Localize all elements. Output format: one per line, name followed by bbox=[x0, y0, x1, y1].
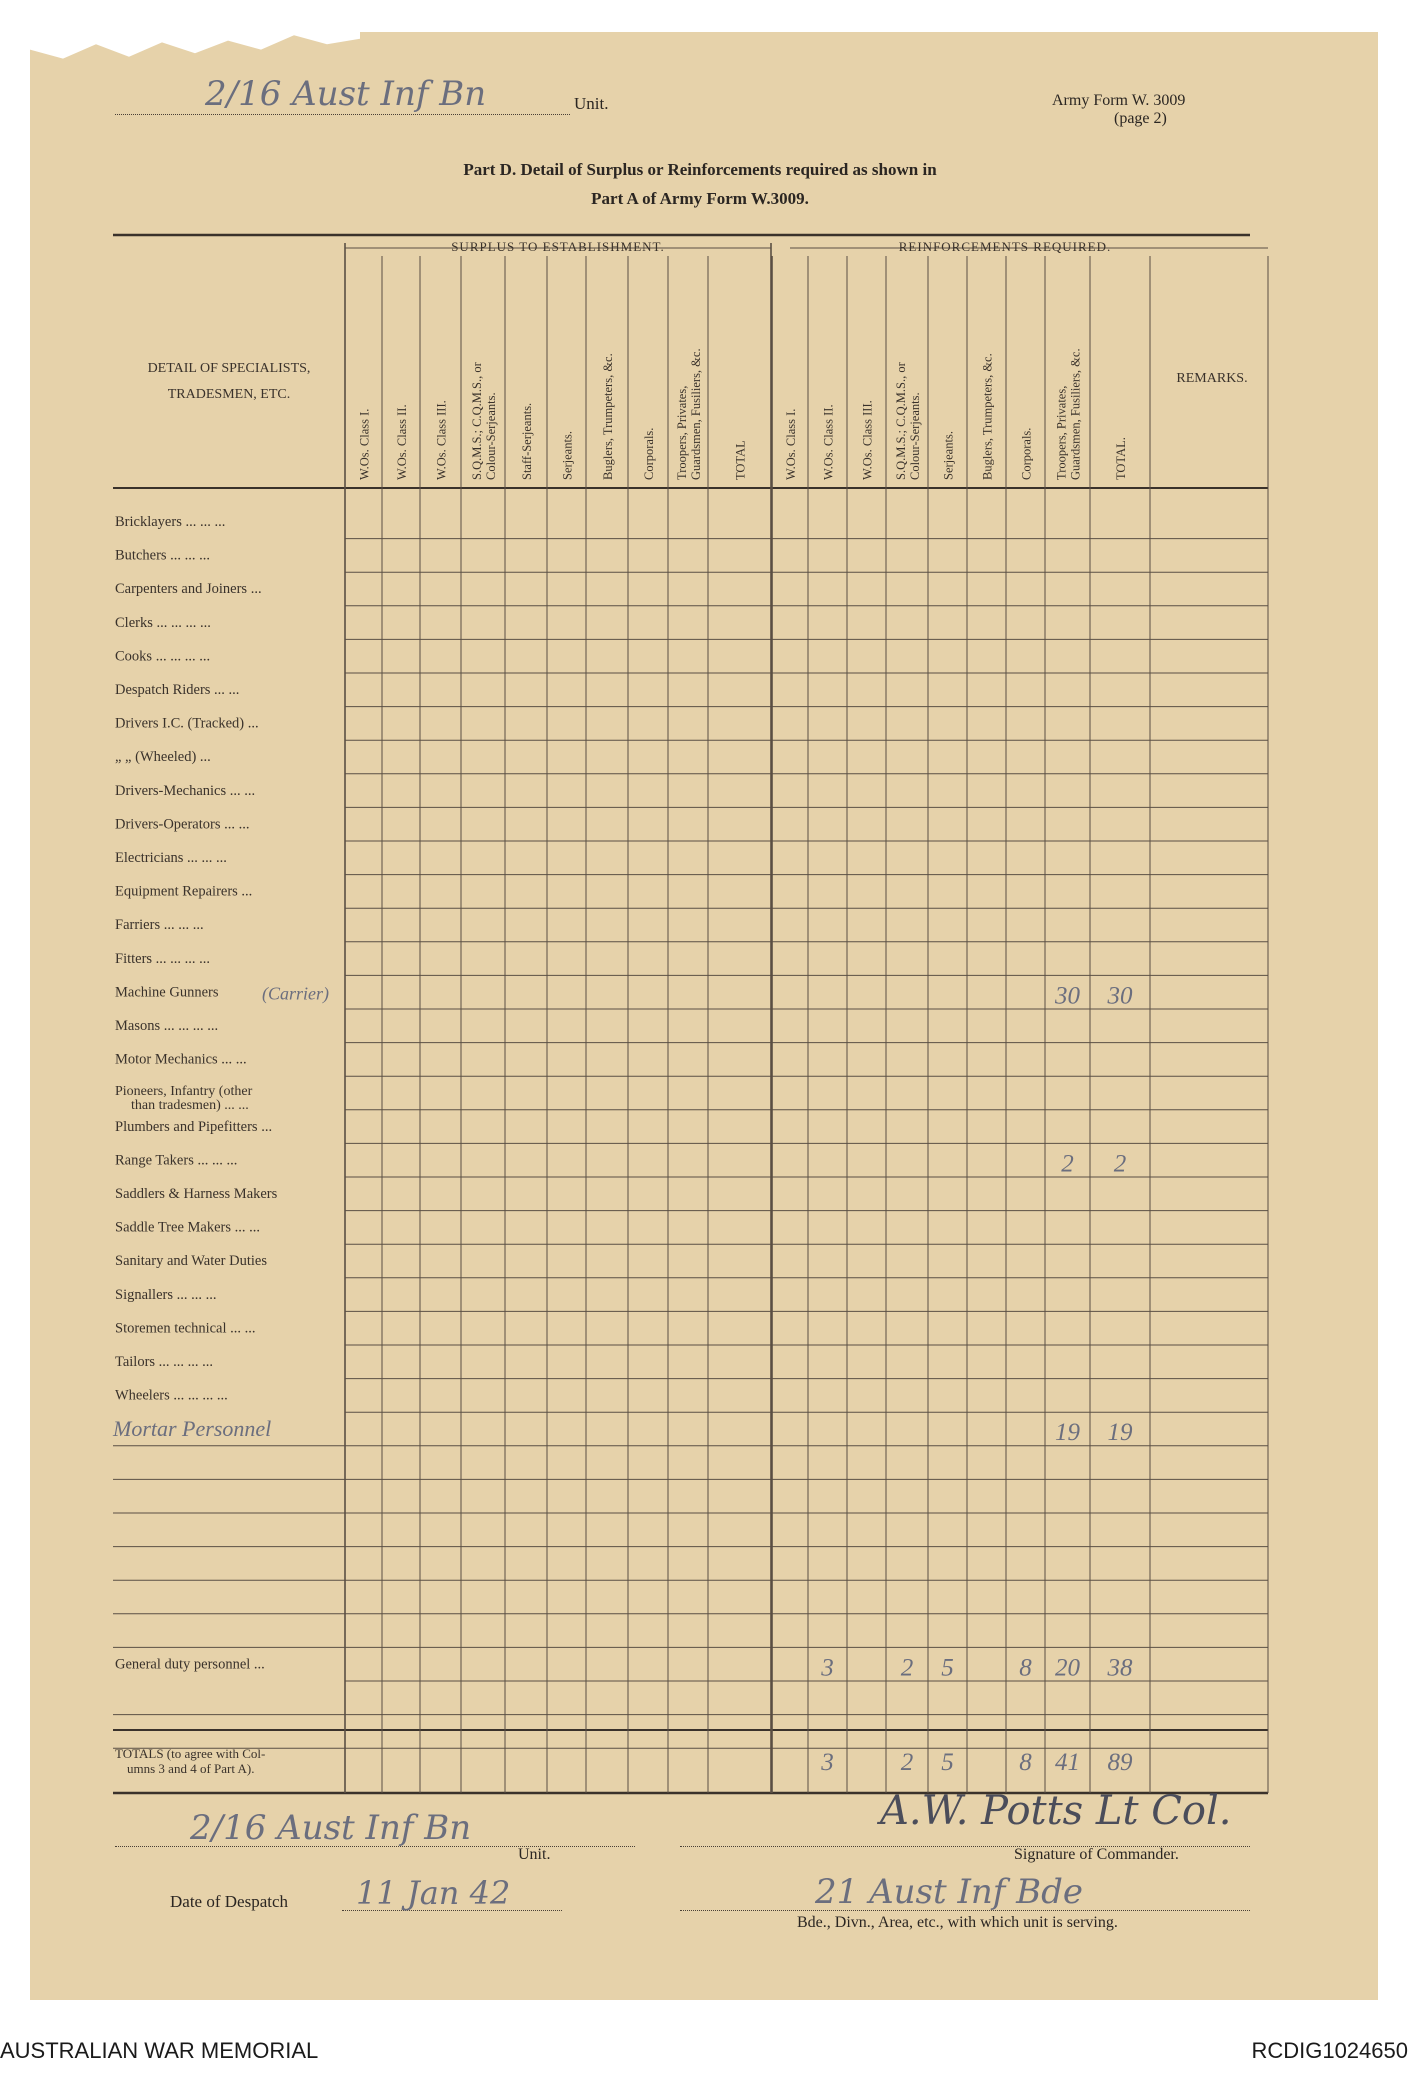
surplus-column-header: TOTAL bbox=[733, 440, 748, 480]
commander-label: Signature of Commander. bbox=[1014, 1846, 1179, 1863]
handwritten-total: 8 bbox=[1019, 1749, 1032, 1776]
surplus-column-header: Serjeants. bbox=[560, 431, 575, 480]
handwritten-total: 89 bbox=[1107, 1749, 1133, 1776]
handwritten-value: 8 bbox=[1019, 1654, 1032, 1682]
unit-signature-label: Unit. bbox=[518, 1846, 551, 1863]
surplus-column-header: S.Q.M.S.; C.Q.M.S., or bbox=[470, 362, 484, 480]
handwritten-value: 2 bbox=[1061, 1150, 1074, 1178]
form-title-line1: Part D. Detail of Surplus or Reinforcements required as shown in bbox=[463, 160, 937, 179]
row-label: Tailors ... ... ... ... bbox=[115, 1354, 214, 1370]
row-label: Equipment Repairers ... bbox=[115, 883, 253, 900]
reinforcement-column-header: Buglers, Trumpeters, &c. bbox=[980, 353, 995, 480]
handwritten-value: 19 bbox=[1055, 1419, 1080, 1447]
surplus-column-header: Buglers, Trumpeters, &c. bbox=[601, 353, 615, 480]
surplus-column-header: Staff-Serjeants. bbox=[520, 402, 534, 480]
reinforcements-header: REINFORCEMENTS REQUIRED. bbox=[898, 239, 1112, 254]
handwritten-value: 5 bbox=[941, 1654, 954, 1682]
surplus-column-header: W.Os. Class III. bbox=[434, 400, 449, 480]
commander-signature: A.W. Potts Lt Col. bbox=[880, 1788, 1232, 1834]
row-label: Machine Gunners bbox=[115, 984, 219, 1001]
row-label: Clerks ... ... ... ... bbox=[115, 614, 211, 631]
row-label: Pioneers, Infantry (other bbox=[115, 1084, 253, 1100]
reinforcement-column-header: W.Os. Class II. bbox=[821, 404, 836, 480]
reinforcement-column-header: W.Os. Class III. bbox=[860, 400, 875, 480]
handwritten-value: 30 bbox=[1107, 982, 1133, 1010]
row-label: Cooks ... ... ... ... bbox=[115, 648, 211, 665]
surplus-column-header: Troopers, Privates, bbox=[675, 385, 689, 480]
totals-label: TOTALS (to agree with Col- bbox=[115, 1746, 266, 1761]
row-label: Carpenters and Joiners ... bbox=[115, 581, 262, 598]
row-label: Saddle Tree Makers ... ... bbox=[115, 1219, 260, 1236]
reinforcement-column-header: W.Os. Class I. bbox=[784, 408, 798, 480]
reinforcement-column-header: TOTAL. bbox=[1114, 437, 1128, 480]
unit-handwritten: 2/16 Aust Inf Bn bbox=[205, 74, 487, 114]
row-handwritten-label: (Carrier) bbox=[262, 983, 329, 1004]
surplus-column-header: W.Os. Class II. bbox=[395, 404, 409, 480]
row-label: Wheelers ... ... ... ... bbox=[115, 1387, 228, 1404]
remarks-header: REMARKS. bbox=[1176, 371, 1248, 386]
row-label: Butchers ... ... ... bbox=[115, 547, 211, 564]
row-label: Range Takers ... ... ... bbox=[115, 1152, 238, 1169]
row-label: „ „ (Wheeled) ... bbox=[115, 749, 211, 766]
handwritten-total: 41 bbox=[1055, 1749, 1080, 1776]
row-label: Bricklayers ... ... ... bbox=[115, 514, 226, 530]
row-label: Saddlers & Harness Makers bbox=[115, 1186, 278, 1202]
brigade-label: Bde., Divn., Area, etc., with which unit is serving. bbox=[797, 1914, 1118, 1931]
footer-right: RCDIG1024650 bbox=[1251, 2038, 1408, 2063]
row-label: Drivers-Mechanics ... ... bbox=[115, 782, 256, 799]
row-label: Sanitary and Water Duties bbox=[115, 1253, 267, 1270]
row-label: Plumbers and Pipefitters ... bbox=[115, 1118, 273, 1135]
reinforcement-column-header: Colour-Serjeants. bbox=[908, 392, 922, 480]
unit-signature-handwritten: 2/16 Aust Inf Bn bbox=[190, 1808, 472, 1848]
row-label: Motor Mechanics ... ... bbox=[115, 1051, 247, 1068]
reinforcement-column-header: S.Q.M.S.; C.Q.M.S., or bbox=[894, 362, 908, 480]
form-page: (page 2) bbox=[1114, 110, 1167, 127]
row-label: Drivers-Operators ... ... bbox=[115, 816, 250, 833]
date-label: Date of Despatch bbox=[170, 1892, 289, 1911]
form-name: Army Form W. 3009 bbox=[1052, 92, 1186, 109]
footer-left: AUSTRALIAN WAR MEMORIAL bbox=[0, 2038, 319, 2063]
totals-label: umns 3 and 4 of Part A). bbox=[127, 1761, 255, 1776]
handwritten-value: 2 bbox=[900, 1654, 914, 1682]
row-label: Fitters ... ... ... ... bbox=[115, 950, 211, 967]
handwritten-value: 38 bbox=[1107, 1654, 1133, 1682]
handwritten-total: 3 bbox=[821, 1749, 834, 1776]
surplus-column-header: Guardsmen, Fusiliers, &c. bbox=[689, 348, 703, 480]
surplus-column-header: W.Os. Class I. bbox=[357, 408, 372, 480]
date-handwritten: 11 Jan 42 bbox=[356, 1874, 511, 1912]
row-handwritten-label: Mortar Personnel bbox=[113, 1416, 272, 1442]
row-label: Despatch Riders ... ... bbox=[115, 682, 240, 698]
row-label: Storemen technical ... ... bbox=[115, 1320, 256, 1337]
handwritten-total: 5 bbox=[941, 1749, 954, 1776]
brigade-handwritten: 21 Aust Inf Bde bbox=[815, 1872, 1084, 1912]
reinforcement-column-header: Guardsmen, Fusiliers, &c. bbox=[1068, 348, 1083, 480]
reinforcement-column-header: Corporals. bbox=[1019, 427, 1034, 480]
row-label: Signallers ... ... ... bbox=[115, 1286, 217, 1303]
unit-label: Unit. bbox=[574, 94, 609, 113]
handwritten-total: 2 bbox=[900, 1749, 914, 1776]
row-label: General duty personnel ... bbox=[115, 1656, 265, 1673]
detail-header: DETAIL OF SPECIALISTS, bbox=[147, 361, 311, 376]
row-label: Farriers ... ... ... bbox=[115, 917, 204, 934]
detail-header: TRADESMEN, ETC. bbox=[167, 387, 291, 402]
surplus-header: SURPLUS TO ESTABLISHMENT. bbox=[451, 239, 665, 254]
handwritten-value: 20 bbox=[1055, 1654, 1080, 1682]
surplus-column-header: Corporals. bbox=[642, 427, 656, 480]
reinforcement-column-header: Troopers, Privates, bbox=[1054, 385, 1069, 480]
row-label: than tradesmen) ... ... bbox=[131, 1098, 249, 1114]
row-label: Drivers I.C. (Tracked) ... bbox=[115, 715, 259, 732]
row-label: Electricians ... ... ... bbox=[115, 850, 227, 866]
reinforcement-column-header: Serjeants. bbox=[941, 431, 956, 480]
handwritten-value: 2 bbox=[1113, 1150, 1127, 1178]
row-label: Masons ... ... ... ... bbox=[115, 1018, 219, 1034]
handwritten-value: 3 bbox=[821, 1654, 834, 1682]
handwritten-value: 30 bbox=[1055, 982, 1080, 1010]
form-title-line2: Part A of Army Form W.3009. bbox=[591, 189, 809, 208]
surplus-column-header: Colour-Serjeants. bbox=[484, 392, 498, 480]
handwritten-value: 19 bbox=[1107, 1419, 1133, 1447]
